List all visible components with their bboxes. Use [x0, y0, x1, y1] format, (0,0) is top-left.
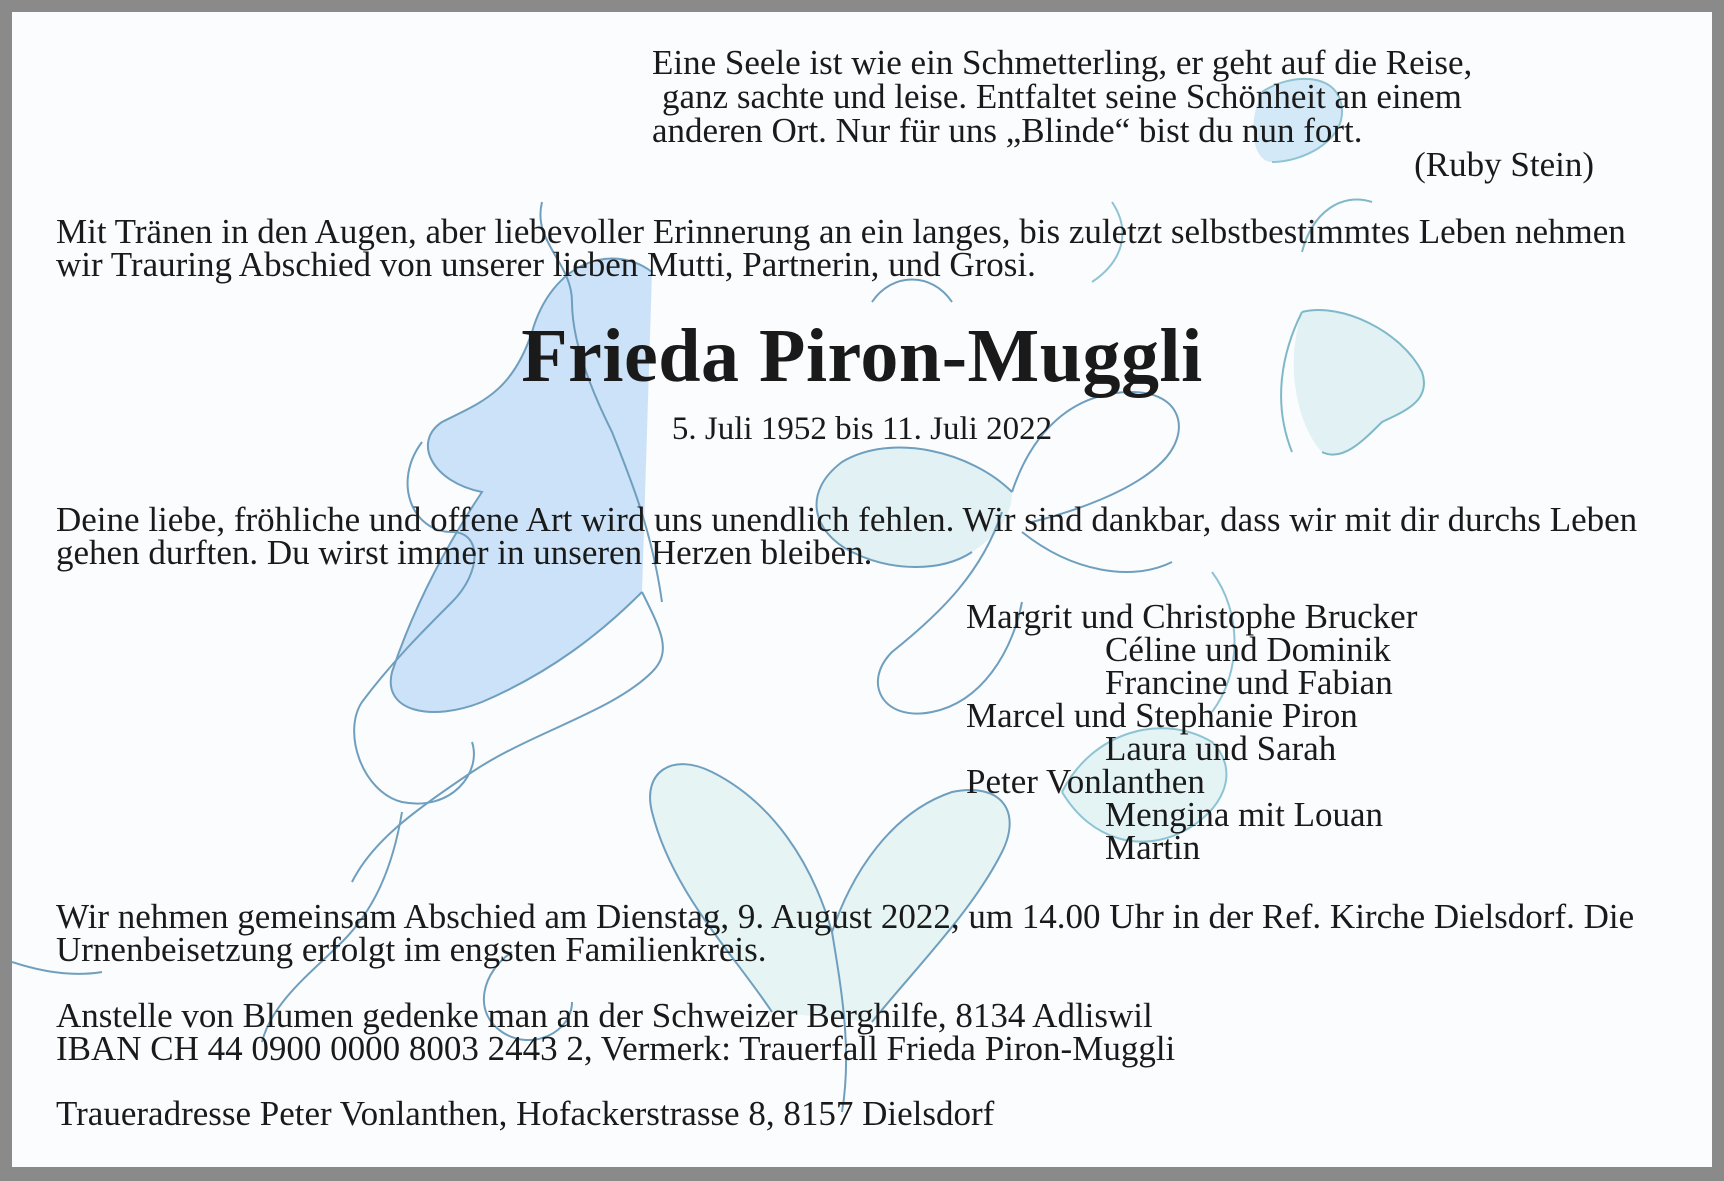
donation-line: Anstelle von Blumen gedenke man an der Schweizer Berghilfe, 8134 Adliswil [56, 996, 1153, 1035]
poem-author: (Ruby Stein) [1414, 145, 1594, 184]
service-paragraph: Wir nehmen gemeinsam Abschied am Dienstag, 9. August 2022, um 14.00 Uhr in der Ref. Kirche Dielsdorf. Die Urnenbeisetzung erfolgt im engsten Familienkreis. [56, 897, 1635, 969]
donation-iban: IBAN CH 44 0900 0000 8003 2443 2, Vermerk: Trauerfall Frieda Piron-Muggli [56, 1029, 1176, 1068]
family-member: Laura und Sarah [1105, 729, 1337, 768]
family-member: Francine und Fabian [1105, 663, 1393, 702]
deceased-name: Frieda Piron-Muggli [521, 314, 1203, 398]
family-member: Céline und Dominik [1105, 630, 1391, 669]
life-dates: 5. Juli 1952 bis 11. Juli 2022 [671, 411, 1053, 447]
tribute-paragraph: Deine liebe, fröhliche und offene Art wird uns unendlich fehlen. Wir sind dankbar, dass wir mit dir durchs Leben gehen durften. Du wirst immer in unseren Herzen bleiben. [56, 500, 1638, 572]
mourning-address: Traueradresse Peter Vonlanthen, Hofackerstrasse 8, 8157 Dielsdorf [56, 1094, 995, 1133]
obituary-content [12, 12, 1712, 1167]
donation-paragraph [56, 996, 1676, 1068]
poem-line: ganz sachte und leise. Entfaltet seine Schönheit an einem [662, 77, 1462, 116]
family-list [966, 597, 1666, 867]
poem-line: anderen Ort. Nur für uns „Blinde“ bist du nun fort. [652, 111, 1363, 150]
family-member: Mengina mit Louan [1105, 795, 1384, 834]
intro-paragraph: Mit Tränen in den Augen, aber liebevoller Erinnerung an ein langes, bis zuletzt selbstbestimmtes Leben nehmen wir Trauring Abschied von unserer lieben Mutti, Partnerin, und Grosi. [56, 212, 1626, 284]
family-member: Marcel und Stephanie Piron [966, 696, 1358, 735]
family-member: Peter Vonlanthen [966, 762, 1205, 801]
family-member: Margrit und Christophe Brucker [966, 597, 1418, 636]
poem-line: Eine Seele ist wie ein Schmetterling, er geht auf die Reise, [652, 43, 1473, 82]
family-member: Martin [1105, 828, 1201, 867]
poem-quote [652, 43, 1622, 184]
obituary-card [12, 12, 1712, 1167]
